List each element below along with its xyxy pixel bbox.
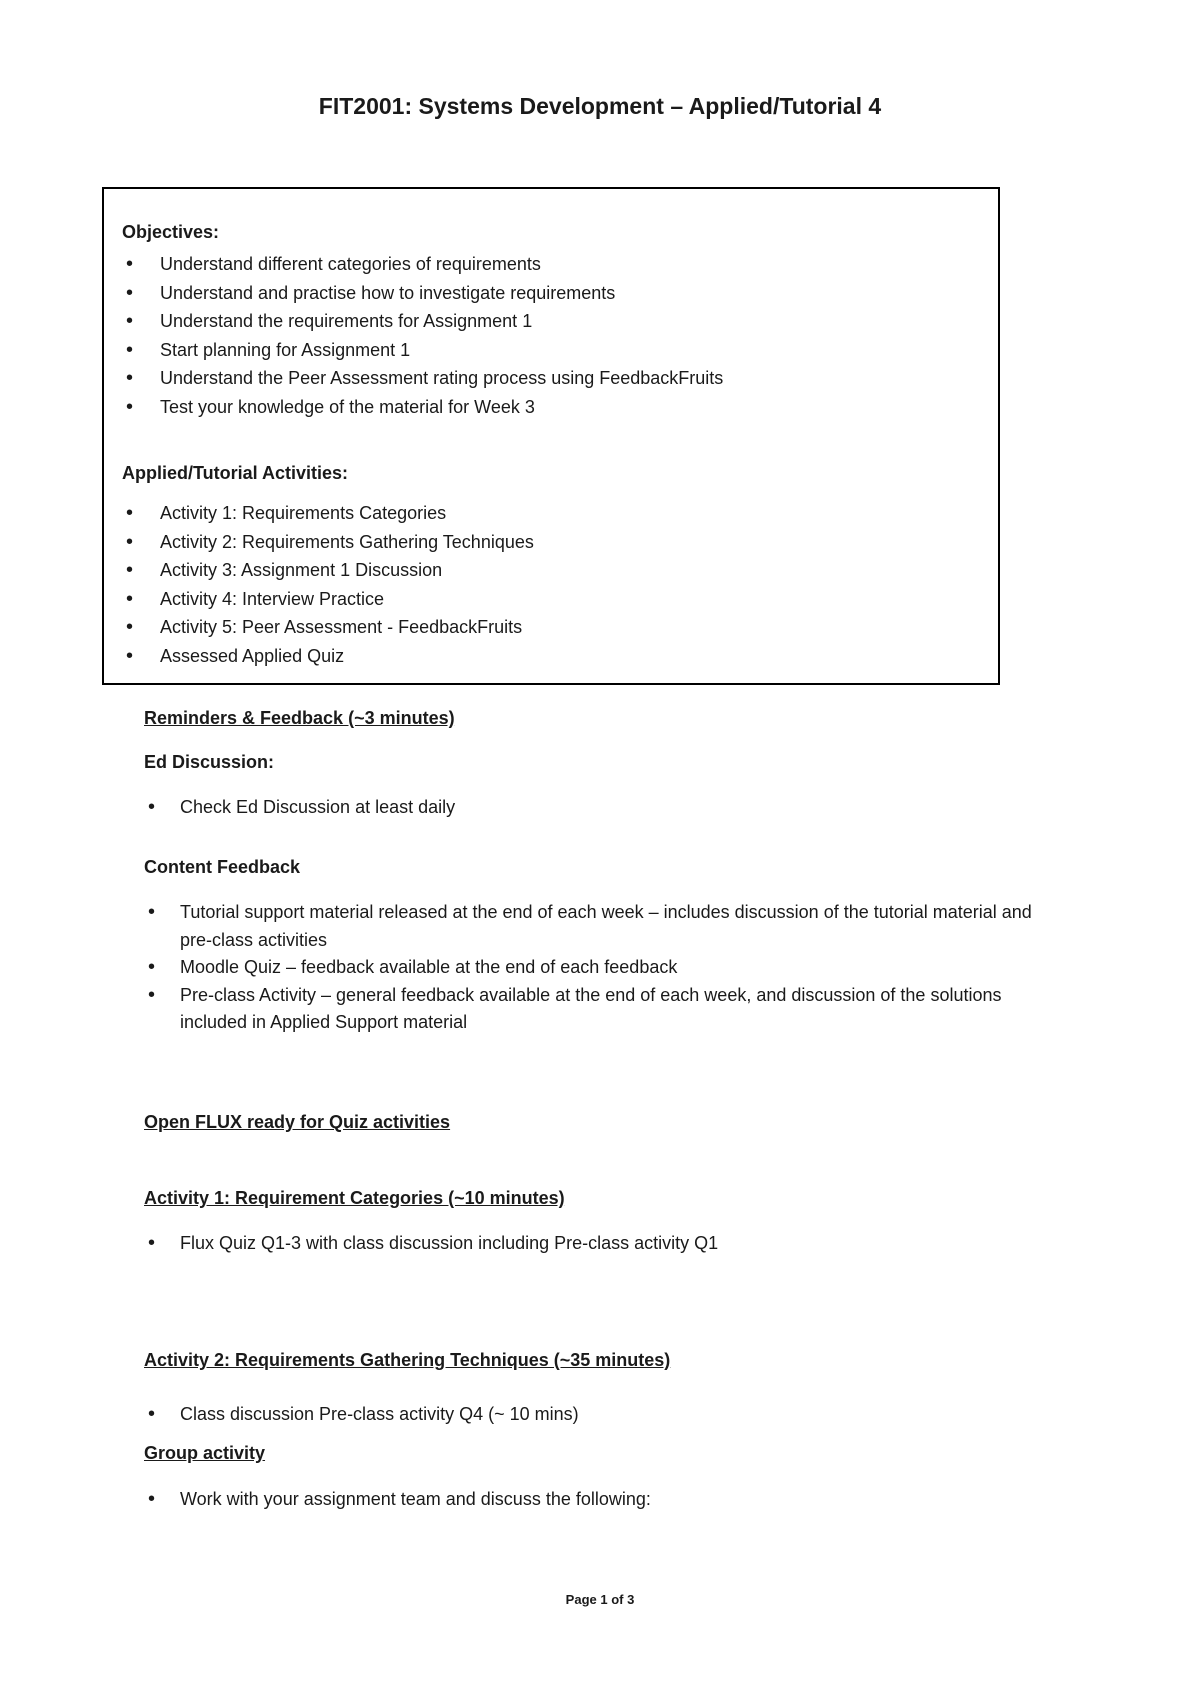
list-item: • Pre-class Activity – general feedback available at the end of each week, and discussion of the solutions included in Applied Support material bbox=[144, 982, 1064, 1037]
list-item: • Test your knowledge of the material for Week 3 bbox=[122, 393, 723, 422]
page-title: FIT2001: Systems Development – Applied/Tutorial 4 bbox=[318, 93, 882, 119]
activities-list bbox=[122, 499, 534, 670]
activity2-list bbox=[144, 1401, 1064, 1429]
activity1-list bbox=[144, 1230, 1064, 1258]
list-item: • Understand different categories of requirements bbox=[122, 250, 723, 279]
footer-of: of bbox=[607, 1592, 628, 1607]
list-item: • Activity 2: Requirements Gathering Techniques bbox=[122, 528, 534, 557]
objectives-box bbox=[102, 187, 1000, 685]
reminders-heading: Reminders & Feedback (~3 minutes) bbox=[144, 708, 455, 728]
list-item: • Flux Quiz Q1-3 with class discussion including Pre-class activity Q1 bbox=[144, 1230, 1064, 1258]
ed-discussion-heading: Ed Discussion: bbox=[144, 752, 275, 772]
list-item: • Work with your assignment team and discuss the following: bbox=[144, 1486, 1064, 1514]
list-item: • Understand the Peer Assessment rating process using FeedbackFruits bbox=[122, 364, 723, 393]
list-item: • Activity 3: Assignment 1 Discussion bbox=[122, 556, 534, 585]
activity1-heading: Activity 1: Requirement Categories (~10 minutes) bbox=[144, 1188, 565, 1208]
ed-discussion-list bbox=[144, 794, 1064, 822]
group-activity-heading: Group activity bbox=[144, 1443, 266, 1463]
list-item: • Activity 4: Interview Practice bbox=[122, 585, 534, 614]
list-item: • Understand and practise how to investigate requirements bbox=[122, 279, 723, 308]
group-activity-list bbox=[144, 1486, 1064, 1514]
list-item: • Class discussion Pre-class activity Q4 (~ 10 mins) bbox=[144, 1401, 1064, 1429]
activity2-heading: Activity 2: Requirements Gathering Techniques (~35 minutes) bbox=[144, 1350, 671, 1370]
list-item: • Understand the requirements for Assignment 1 bbox=[122, 307, 723, 336]
content-feedback-heading: Content Feedback bbox=[144, 857, 301, 877]
page-footer bbox=[0, 1592, 1200, 1607]
list-item: • Start planning for Assignment 1 bbox=[122, 336, 723, 365]
list-item: • Moodle Quiz – feedback available at the end of each feedback bbox=[144, 954, 1064, 982]
list-item: • Activity 1: Requirements Categories bbox=[122, 499, 534, 528]
footer-prefix: Page bbox=[565, 1592, 601, 1607]
flux-heading: Open FLUX ready for Quiz activities bbox=[144, 1112, 451, 1132]
activities-heading: Applied/Tutorial Activities: bbox=[122, 463, 349, 483]
page-number: 1 bbox=[600, 1592, 608, 1607]
objectives-list bbox=[122, 250, 723, 421]
objectives-heading: Objectives: bbox=[122, 222, 220, 242]
list-item: • Tutorial support material released at the end of each week – includes discussion of the tutorial material and pre-class activities bbox=[144, 899, 1064, 954]
list-item: • Activity 5: Peer Assessment - FeedbackFruits bbox=[122, 613, 534, 642]
page-total: 3 bbox=[627, 1592, 635, 1607]
list-item: • Assessed Applied Quiz bbox=[122, 642, 534, 671]
list-item: • Check Ed Discussion at least daily bbox=[144, 794, 1064, 822]
content-feedback-list bbox=[144, 899, 1064, 1037]
